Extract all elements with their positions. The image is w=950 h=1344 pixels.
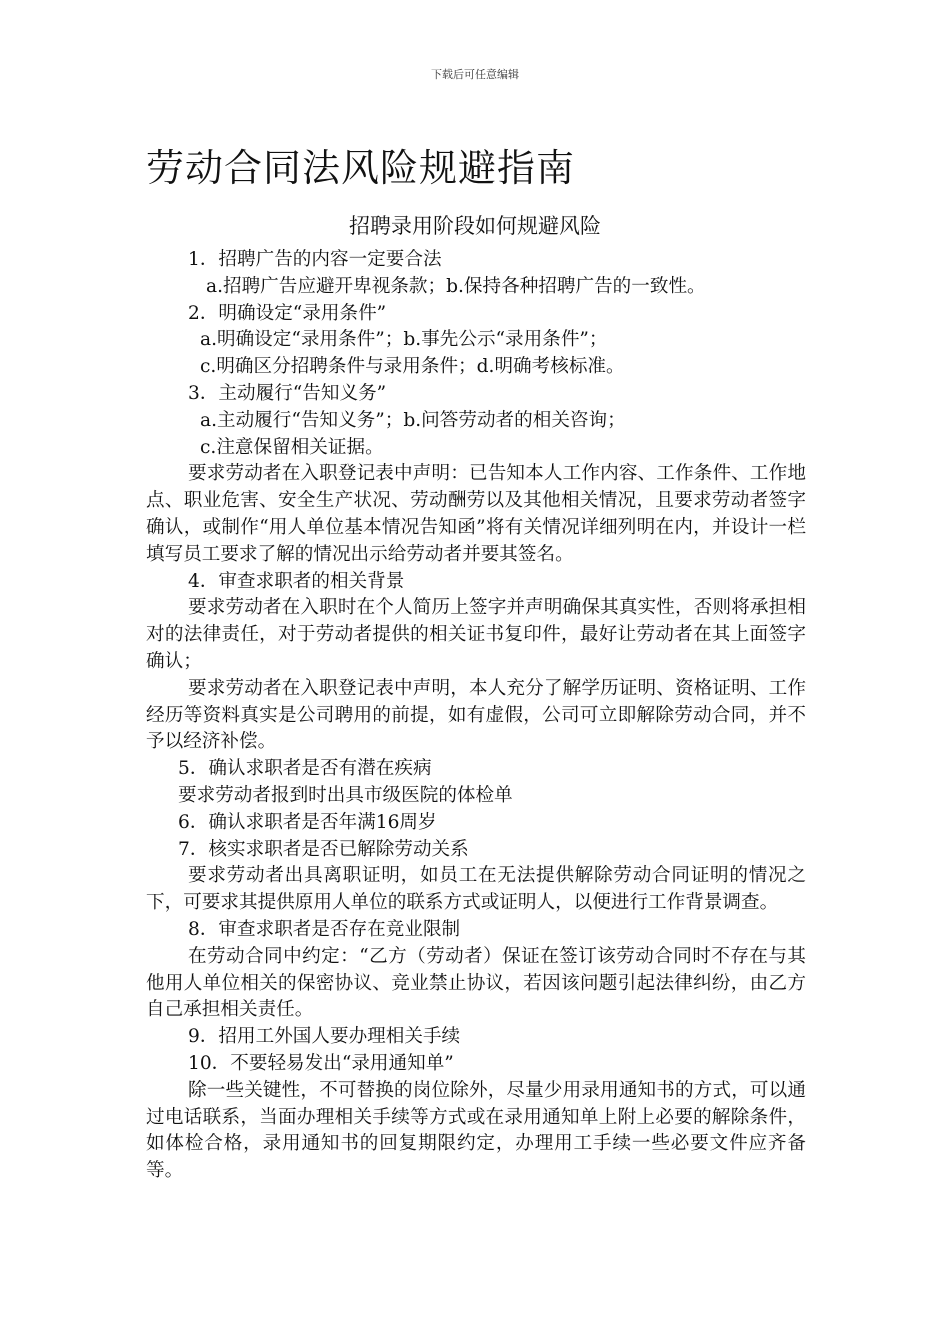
body-line: 2．明确设定“录用条件” xyxy=(188,302,387,324)
section-subtitle: 招聘录用阶段如何规避风险 xyxy=(349,214,601,238)
document-body xyxy=(146,247,806,1185)
body-line: 6．确认求职者是否年满16周岁 xyxy=(178,811,437,833)
body-line: 要求劳动者在入职登记表中声明：已告知本人工作内容、工作条件、工作地点、职业危害、安全生产状况、劳动酬劳以及其他相关情况，且要求劳动者签字确认，或制作“用人单位基本情况告知函”将有关情况详细列明在内，并设计一栏填写员工要求了解的情况出示给劳动者并要其签名。 xyxy=(146,463,806,565)
body-line: 9．招用工外国人要办理相关手续 xyxy=(188,1026,461,1048)
body-line: 要求劳动者报到时出具市级医院的体检单 xyxy=(178,784,513,806)
body-line: 除一些关键性，不可替换的岗位除外，尽量少用录用通知书的方式，可以通过电话联系，当面办理相关手续等方式或在录用通知单上附上必要的解除条件，如体检合格，录用通知书的回复期限约定，办理用工手续一些必要文件应齐备等。 xyxy=(146,1079,806,1182)
body-line: c.明确区分招聘条件与录用条件；d.明确考核标准。 xyxy=(200,356,625,378)
body-line: 8．审查求职者是否存在竞业限制 xyxy=(188,918,461,940)
body-line: 要求劳动者出具离职证明，如员工在无法提供解除劳动合同证明的情况之下，可要求其提供原用人单位的联系方式或证明人，以便进行工作背景调查。 xyxy=(146,865,806,914)
body-line: a.招聘广告应避开卑视条款；b.保持各种招聘广告的一致性。 xyxy=(206,275,706,297)
body-line: a.明确设定“录用条件”；b.事先公示“录用条件”； xyxy=(200,329,608,351)
body-line: 3．主动履行“告知义务” xyxy=(188,382,387,404)
body-line: 10．不要轻易发出“录用通知单” xyxy=(188,1052,454,1074)
body-line: 要求劳动者在入职时在个人简历上签字并声明确保其真实性，否则将承担相对的法律责任，对于劳动者提供的相关证书复印件，最好让劳动者在其上面签字确认； xyxy=(146,597,806,672)
body-line: 7．核实求职者是否已解除劳动关系 xyxy=(178,838,469,860)
document-title: 劳动合同法风险规避指南 xyxy=(146,146,576,190)
body-line: 在劳动合同中约定：“乙方（劳动者）保证在签订该劳动合同时不存在与其他用人单位相关的保密协议、竞业禁止协议，若因该问题引起法律纠纷，由乙方自己承担相关责任。 xyxy=(146,945,806,1021)
body-line: 4．审查求职者的相关背景 xyxy=(188,570,405,592)
body-line: 5．确认求职者是否有潜在疾病 xyxy=(178,758,432,780)
body-line: 要求劳动者在入职登记表中声明，本人充分了解学历证明、资格证明、工作经历等资料真实是公司聘用的前提，如有虚假，公司可立即解除劳动合同，并不予以经济补偿。 xyxy=(146,677,806,753)
body-line: 1．招聘广告的内容一定要合法 xyxy=(188,249,442,270)
body-line: c.注意保留相关证据。 xyxy=(200,436,384,458)
body-line: a.主动履行“告知义务”；b.问答劳动者的相关咨询； xyxy=(200,409,626,431)
page-header-note: 下载后可任意编辑 xyxy=(431,68,519,81)
